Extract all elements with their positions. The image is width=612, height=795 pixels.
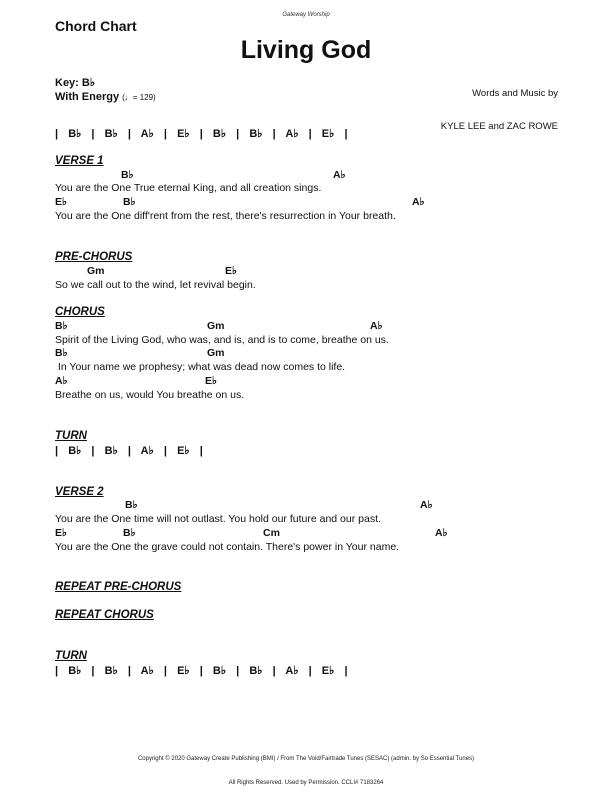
section-heading-repeat-chorus: REPEAT CHORUS [55, 609, 154, 621]
chord: Cm [263, 527, 280, 539]
lyric-line: You are the One the grave could not contain. There's power in Your name. [55, 541, 400, 553]
chord: A♭ [435, 527, 448, 539]
chord: E♭ [55, 527, 67, 539]
section-heading-repeat-pre-chorus: REPEAT PRE-CHORUS [55, 581, 182, 593]
chord: B♭ [55, 320, 68, 332]
chord: Gm [87, 265, 105, 277]
energy-label: With Energy [55, 91, 120, 103]
turn-bars: | B♭ | B♭ | A♭ | E♭ | B♭ | B♭ | A♭ | E♭ | [55, 665, 348, 677]
energy-line [55, 91, 156, 103]
chord: B♭ [123, 196, 136, 208]
section-heading-chorus: CHORUS [55, 306, 105, 318]
section-heading-pre-chorus: PRE-CHORUS [55, 251, 133, 263]
chord: B♭ [123, 527, 136, 539]
chord: A♭ [370, 320, 383, 332]
chord: E♭ [205, 375, 217, 387]
tempo-marking: (♩= 129) [122, 93, 156, 102]
lyric-line: In Your name we prophesy; what was dead now comes to life. [55, 361, 346, 373]
song-title: Living God [240, 36, 372, 64]
chord-line [55, 347, 575, 360]
chord: A♭ [412, 196, 425, 208]
publisher-label: Gateway Worship [282, 12, 330, 18]
chord-line [55, 375, 575, 388]
section-heading-verse-2: VERSE 2 [55, 486, 104, 498]
chord-line [55, 320, 575, 333]
section-heading-verse-1: VERSE 1 [55, 155, 104, 167]
chord: A♭ [420, 499, 433, 511]
doc-type-label: Chord Chart [55, 18, 137, 34]
chord: E♭ [225, 265, 237, 277]
chord-line [55, 265, 575, 278]
lyric-line: You are the One time will not outlast. You hold our future and our past. [55, 513, 381, 525]
chord: B♭ [121, 169, 134, 181]
chord: A♭ [55, 375, 68, 387]
lyric-line: Spirit of the Living God, who was, and is, and is to come, breathe on us. [55, 334, 389, 346]
lyric-line: You are the One diff'rent from the rest, there's resurrection in Your breath. [55, 210, 396, 222]
credits-line-2: KYLE LEE and ZAC ROWE [440, 121, 558, 132]
turn-bars: | B♭ | B♭ | A♭ | E♭ | [55, 445, 203, 457]
copyright-footer [0, 739, 612, 795]
section-heading-turn: TURN [55, 430, 87, 442]
chord: B♭ [55, 347, 68, 359]
lyric-line: So we call out to the wind, let revival begin. [55, 279, 256, 291]
credits [441, 66, 558, 143]
chord: Gm [207, 347, 225, 359]
lyric-line: Breathe on us, would You breathe on us. [55, 389, 245, 401]
intro-bars: | B♭ | B♭ | A♭ | E♭ | B♭ | B♭ | A♭ | E♭ | [55, 128, 348, 140]
chord: E♭ [55, 196, 67, 208]
chord-line [55, 169, 575, 182]
section-heading-turn: TURN [55, 650, 87, 662]
chord: A♭ [333, 169, 346, 181]
key-label: Key: B♭ [55, 77, 96, 89]
lyric-line: You are the One True eternal King, and all creation sings. [55, 182, 322, 194]
chord: Gm [207, 320, 225, 332]
chord-line [55, 527, 575, 540]
chord-line [55, 196, 575, 209]
copyright-line-1: Copyright © 2020 Gateway Create Publishing (BMI) / From The Void/Fairtrade Tunes (SESAC) (admin. by So Essential Tunes) [137, 756, 475, 762]
credits-line-1: Words and Music by [472, 88, 558, 99]
chord: B♭ [125, 499, 138, 511]
copyright-line-2: All Rights Reserved. Used by Permission. CCLI# 7183264 [228, 780, 384, 786]
chord-line [55, 499, 575, 512]
